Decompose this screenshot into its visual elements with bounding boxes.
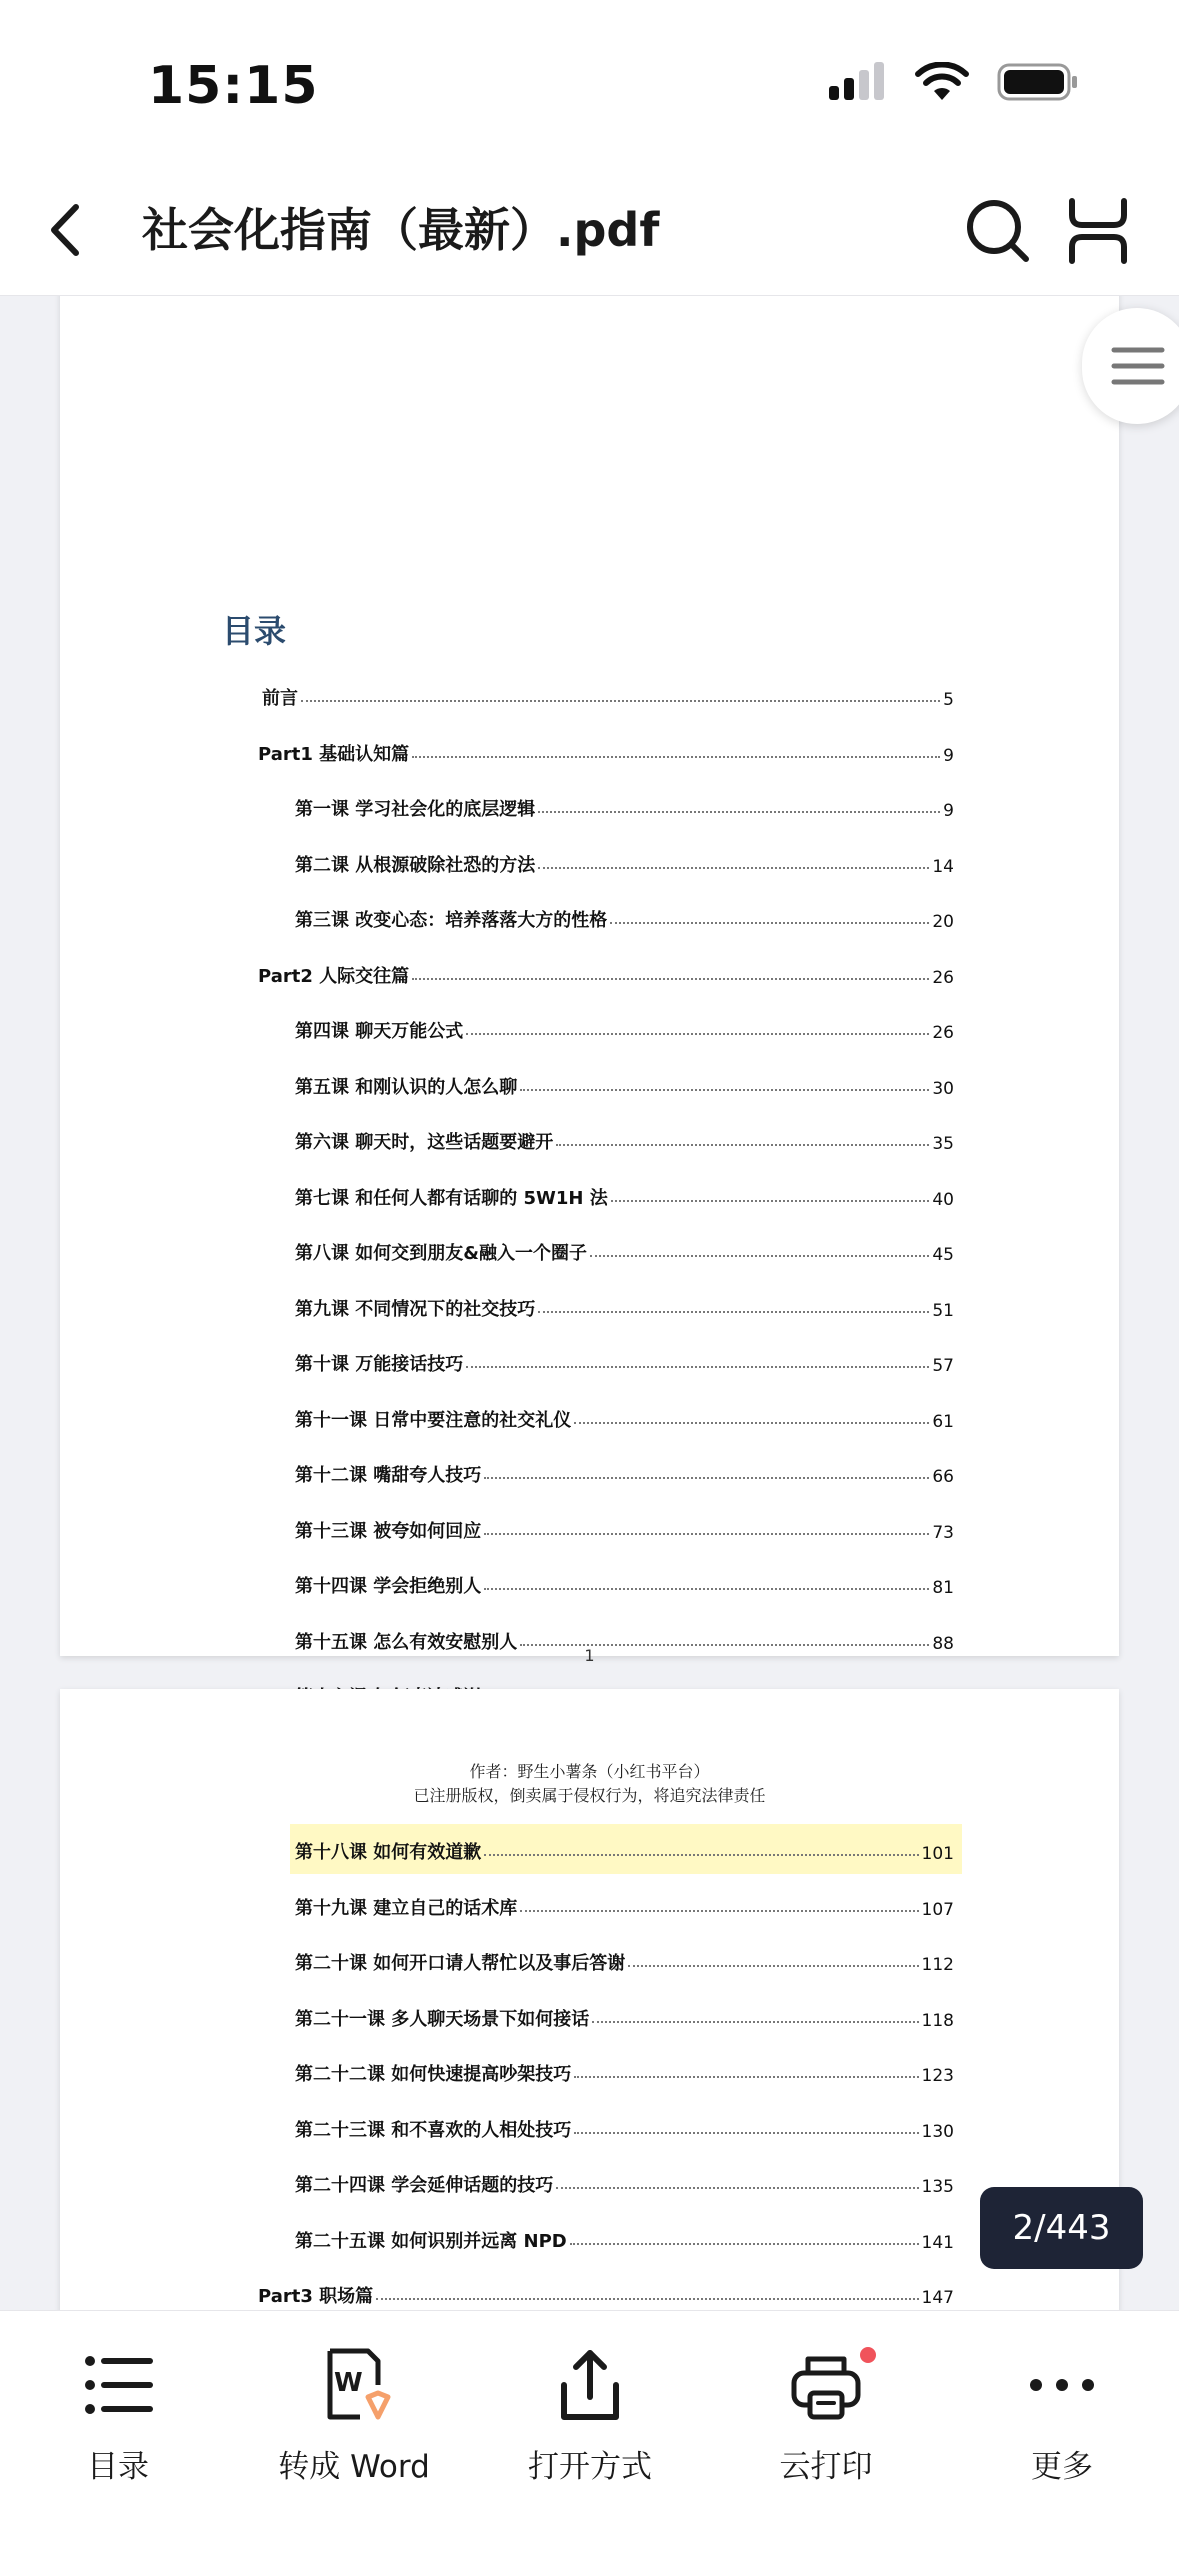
- toolbar-label: 更多: [1031, 2449, 1093, 2485]
- toc-entry-title: 第十四课 学会拒绝别人: [295, 1576, 482, 1597]
- cellular-signal-icon: [827, 62, 887, 102]
- toc-leader-dots: [466, 1033, 929, 1035]
- toolbar-open-with-button[interactable]: [472, 2311, 708, 2511]
- toc-entry[interactable]: [295, 1170, 954, 1210]
- toc-entry-page: 26: [932, 1023, 954, 1043]
- toc-entry-title: 第三课 改变心态：培养落落大方的性格: [295, 910, 608, 931]
- toc-leader-dots: [484, 1533, 929, 1535]
- svg-text:W: W: [334, 2368, 363, 2398]
- toc-leader-dots: [556, 1144, 929, 1146]
- toc-entry-page: 123: [921, 2066, 954, 2086]
- toolbar-more-button[interactable]: [944, 2311, 1179, 2511]
- toc-entry-title: 第五课 和刚认识的人怎么聊: [295, 1076, 518, 1098]
- toc-leader-dots: [590, 1255, 929, 1257]
- toc-entry-page: 147: [921, 2288, 954, 2308]
- share-icon: [550, 2345, 630, 2425]
- toc-entry-title: 第二课 从根源破除社恐的方法: [295, 854, 536, 876]
- pdf-viewer[interactable]: [0, 296, 1179, 2310]
- printer-icon: [786, 2345, 866, 2425]
- toc-entry-title: 第二十课 如何开口请人帮忙以及事后答谢: [295, 1953, 626, 1974]
- status-time: 15:15: [148, 56, 319, 116]
- toc-entry-page: 9: [943, 801, 954, 821]
- toc-entry-title: 第八课 如何交到朋友&融入一个圈子: [295, 1243, 587, 1264]
- toc-leader-dots: [538, 811, 940, 813]
- wifi-icon: [915, 62, 969, 102]
- toc-leader-dots: [466, 1366, 929, 1368]
- toc-entry-page: 130: [921, 2121, 954, 2142]
- search-icon[interactable]: [958, 191, 1038, 271]
- toc-entry[interactable]: [295, 1503, 954, 1543]
- toolbar-label: 目录: [87, 2449, 149, 2485]
- toolbar-label: 云打印: [779, 2449, 873, 2485]
- toc-entry-page: 73: [932, 1522, 954, 1543]
- toc-entry[interactable]: [295, 1003, 954, 1043]
- toc-entry-page: 30: [932, 1078, 954, 1099]
- page-indicator: 2/443: [980, 2187, 1143, 2269]
- toc-entry-page: 40: [932, 1189, 954, 1210]
- toc-entry-title: 第十三课 被夸如何回应: [295, 1520, 482, 1542]
- toc-entry-title: Part2 人际交往篇: [258, 965, 410, 987]
- status-bar: [0, 0, 1179, 165]
- toc-entry-page: 9: [943, 745, 954, 766]
- toc-leader-dots: [574, 2076, 918, 2078]
- toc-leader-dots: [556, 2187, 918, 2189]
- toc-entry[interactable]: [295, 1558, 954, 1598]
- toc-entry-title: Part3 职场篇: [258, 2286, 374, 2307]
- toc-entry-page: 112: [921, 1955, 954, 1975]
- toc-leader-dots: [628, 1965, 918, 1967]
- toc-entry[interactable]: [295, 1447, 954, 1487]
- toc-entry-page: 135: [921, 2177, 954, 2197]
- toc-entry-page: 20: [932, 912, 954, 932]
- toc-entry-page: 35: [932, 1134, 954, 1154]
- toc-entry-page: 88: [932, 1633, 954, 1654]
- toc-leader-dots: [376, 2298, 918, 2300]
- notification-badge: [860, 2347, 876, 2363]
- bottom-toolbar: [0, 2310, 1179, 2557]
- toc-entry-page: 61: [932, 1411, 954, 1432]
- toc-entry-page: 118: [921, 2010, 954, 2031]
- toc-entry-title: 第一课 学习社会化的底层逻辑: [295, 799, 536, 820]
- list-icon: [78, 2345, 158, 2425]
- toc-entry-title: Part1 基础认知篇: [258, 743, 410, 765]
- page-number: 1: [584, 1646, 595, 1665]
- toc-entry-title: 第十二课 嘴甜夸人技巧: [295, 1465, 482, 1486]
- toc-entry[interactable]: [295, 1059, 954, 1099]
- toolbar-convert-word-button[interactable]: [236, 2311, 472, 2511]
- toc-leader-dots: [301, 700, 940, 702]
- back-button[interactable]: [36, 195, 106, 265]
- toc-leader-dots: [610, 922, 929, 924]
- nav-bar: [0, 165, 1179, 296]
- toc-entry[interactable]: [295, 892, 954, 932]
- toc-entry-title: 第二十五课 如何识别并远离 NPD: [295, 2230, 567, 2252]
- toolbar-label: 打开方式: [528, 2449, 652, 2485]
- toc-entry-page: 26: [932, 967, 954, 988]
- toc-entry-title: 第九课 不同情况下的社交技巧: [295, 1298, 536, 1320]
- toc-leader-dots: [520, 1910, 918, 1912]
- toc-entry[interactable]: [258, 726, 954, 766]
- toc-leader-dots: [484, 1477, 929, 1479]
- toc-leader-dots: [570, 2243, 919, 2245]
- toc-entry-title: 第二十二课 如何快速提高吵架技巧: [295, 2064, 572, 2085]
- toc-leader-dots: [520, 1089, 929, 1091]
- toc-entry-title: 第十九课 建立自己的话术库: [295, 1897, 518, 1919]
- toc-entry-title: 前言: [262, 688, 298, 709]
- toc-entry[interactable]: [295, 1824, 954, 1864]
- page-header-copyright: 已注册版权，倒卖属于侵权行为，将追究法律责任: [413, 1786, 766, 1805]
- toc-leader-dots: [412, 978, 929, 980]
- toolbar-label: 转成 Word: [278, 2449, 430, 2485]
- pdf-page-1: [60, 296, 1119, 1665]
- page-header-author: 作者：野生小薯条（小红书平台）: [469, 1762, 710, 1781]
- toc-entry-page: 81: [932, 1578, 954, 1598]
- toc-entry[interactable]: [295, 1392, 954, 1432]
- toc-entry-title: 第十八课 如何有效道歉: [295, 1842, 482, 1863]
- document-title: 社会化指南（最新）.pdf: [142, 203, 660, 257]
- toolbar-toc-button[interactable]: [0, 2311, 236, 2511]
- toc-entry-title: 第四课 聊天万能公式: [295, 1021, 464, 1042]
- toc-leader-dots: [538, 1311, 929, 1313]
- toc-entry[interactable]: [295, 2046, 954, 2086]
- toc-entry[interactable]: [295, 781, 954, 821]
- toc-entry-title: 第二十一课 多人聊天场景下如何接话: [295, 2008, 590, 2030]
- word-convert-icon: [314, 2345, 394, 2425]
- toc-entry[interactable]: [295, 1225, 954, 1265]
- toc-entry-page: 141: [921, 2232, 954, 2253]
- toc-entry-page: 5: [943, 690, 954, 710]
- toc-entry[interactable]: [295, 2213, 954, 2253]
- toc-entry-title: 第六课 聊天时，这些话题要避开: [295, 1132, 554, 1153]
- toc-leader-dots: [484, 1854, 918, 1856]
- toc-entry-page: 51: [932, 1300, 954, 1321]
- toc-entry[interactable]: [258, 2268, 954, 2308]
- battery-icon: [997, 62, 1079, 102]
- toc-leader-dots: [538, 867, 929, 869]
- status-icons: [827, 62, 1079, 102]
- toc-entry-title: 第十一课 日常中要注意的社交礼仪: [295, 1409, 572, 1431]
- toc-leader-dots: [574, 1422, 929, 1424]
- toc-entry-title: 第二十四课 学会延伸话题的技巧: [295, 2175, 554, 2196]
- toc-entry-page: 101: [921, 1844, 954, 1864]
- toc-entry[interactable]: [295, 1991, 954, 2031]
- toolbar-cloud-print-button[interactable]: [708, 2311, 944, 2511]
- toc-entry[interactable]: [295, 1336, 954, 1376]
- toc-entry-title: 第十五课 怎么有效安慰别人: [295, 1631, 518, 1653]
- more-icon: [1022, 2345, 1102, 2425]
- toc-entry-page: 107: [921, 1899, 954, 1920]
- toc-leader-dots: [611, 1200, 930, 1202]
- toc-leader-dots: [484, 1588, 929, 1590]
- toc-entry-title: 第十课 万能接话技巧: [295, 1354, 464, 1375]
- toc-entry[interactable]: [258, 948, 954, 988]
- toc-entry[interactable]: [262, 670, 954, 710]
- side-menu-button[interactable]: [1082, 308, 1179, 424]
- toc-entry[interactable]: [295, 1281, 954, 1321]
- toc-heading: 目录: [222, 612, 287, 650]
- toc-entry-page: 45: [932, 1245, 954, 1265]
- toc-entry[interactable]: [295, 2102, 954, 2142]
- reading-mode-icon[interactable]: [1058, 191, 1138, 271]
- menu-icon: [1108, 336, 1168, 396]
- toc-entry[interactable]: [295, 2157, 954, 2197]
- toc-entry-title: 第七课 和任何人都有话聊的 5W1H 法: [295, 1187, 608, 1209]
- toc-entry-title: 第二十三课 和不喜欢的人相处技巧: [295, 2119, 572, 2141]
- toc-entry[interactable]: [295, 1114, 954, 1154]
- toc-leader-dots: [412, 756, 940, 758]
- toc-leader-dots: [574, 2132, 918, 2134]
- toc-entry-page: 14: [932, 856, 954, 877]
- toc-entry[interactable]: [295, 1935, 954, 1975]
- toc-entry-page: 57: [932, 1356, 954, 1376]
- toc-entry-page: 66: [932, 1467, 954, 1487]
- toc-entry[interactable]: [295, 1880, 954, 1920]
- pdf-page-2: [60, 1689, 1119, 2310]
- toc-leader-dots: [592, 2021, 918, 2023]
- toc-entry[interactable]: [295, 837, 954, 877]
